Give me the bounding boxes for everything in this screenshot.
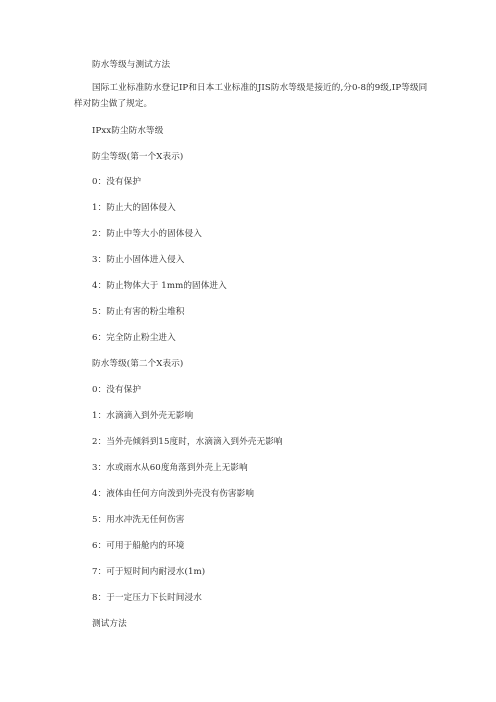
water-heading: 防水等级(第二个X表示)	[92, 359, 184, 369]
ipxx-heading: IPxx防尘防水等级	[92, 126, 164, 136]
dust-level-4: 4：防止物体大于 1mm的固体进入	[92, 281, 227, 291]
dust-level-2: 2：防止中等大小的固体侵入	[92, 229, 202, 239]
water-level-6: 6：可用于船舱内的环境	[92, 541, 185, 551]
water-level-1: 1：水滴滴入到外壳无影响	[92, 411, 194, 421]
water-level-2: 2：当外壳倾斜到15度时，水滴滴入到外壳无影响	[92, 437, 283, 447]
intro-paragraph: 国际工业标准防水登记IP和日本工业标准的JIS防水等级是接近的,分0-8的9级,IP等级同样对防尘做了规定。	[74, 83, 428, 109]
water-level-4: 4：液体由任何方向泼到外壳没有伤害影响	[92, 489, 255, 499]
water-level-5: 5：用水冲洗无任何伤害	[92, 515, 185, 525]
dust-level-1: 1：防止大的固体侵入	[92, 203, 176, 213]
dust-level-0: 0：没有保护	[92, 177, 142, 187]
water-level-3: 3：水或雨水从60度角落到外壳上无影响	[92, 463, 248, 473]
water-level-8: 8：于一定压力下长时间浸水	[92, 593, 202, 603]
dust-level-5: 5：防止有害的粉尘堆积	[92, 307, 185, 317]
water-level-0: 0：没有保护	[92, 385, 142, 395]
dust-heading: 防尘等级(第一个X表示)	[92, 152, 184, 162]
water-level-7: 7：可于短时间内耐浸水(1m)	[92, 567, 206, 577]
document-title: 防水等级与测试方法	[92, 60, 171, 70]
dust-level-3: 3：防止小固体进入侵入	[92, 255, 185, 265]
dust-level-6: 6：完全防止粉尘进入	[92, 333, 176, 343]
test-heading: 测试方法	[92, 619, 127, 629]
